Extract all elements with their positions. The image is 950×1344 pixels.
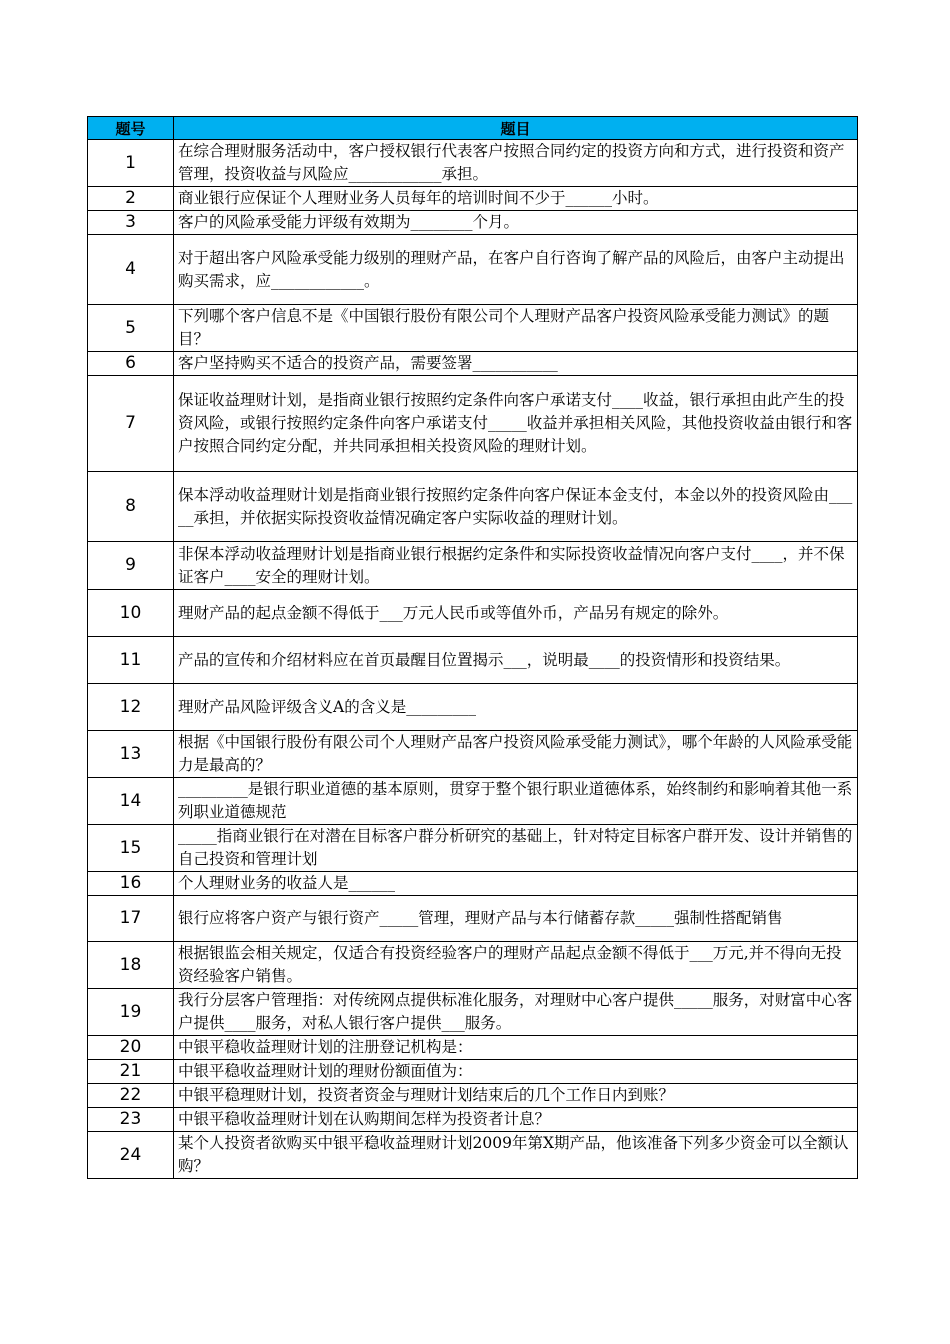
question-text: 保本浮动收益理财计划是指商业银行按照约定条件向客户保证本金支付，本金以外的投资风险由_____承担，并依据实际投资收益情况确定客户实际收益的理财计划。 <box>174 472 858 542</box>
question-text: 在综合理财服务活动中，客户授权银行代表客户按照合同约定的投资方向和方式，进行投资和资产管理，投资收益与风险应____________承担。 <box>174 140 858 187</box>
question-number: 7 <box>88 376 174 472</box>
question-number: 8 <box>88 472 174 542</box>
question-text: 理财产品的起点金额不得低于___万元人民币或等值外币，产品另有规定的除外。 <box>174 590 858 637</box>
question-number: 1 <box>88 140 174 187</box>
question-text: 保证收益理财计划，是指商业银行按照约定条件向客户承诺支付____收益，银行承担由此产生的投资风险，或银行按照约定条件向客户承诺支付_____收益并承担相关风险，其他投资收益由银行和客户按照合同约定分配，并共同承担相关投资风险的理财计划。 <box>174 376 858 472</box>
question-text: 中银平稳收益理财计划的注册登记机构是： <box>174 1036 858 1060</box>
header-row <box>88 117 858 140</box>
question-number: 22 <box>88 1084 174 1108</box>
table-row <box>88 140 858 187</box>
question-text: 对于超出客户风险承受能力级别的理财产品，在客户自行咨询了解产品的风险后，由客户主动提出购买需求，应____________。 <box>174 235 858 305</box>
table-row <box>88 731 858 778</box>
table-row <box>88 1060 858 1084</box>
question-text: 个人理财业务的收益人是______ <box>174 872 858 896</box>
table-row <box>88 542 858 590</box>
question-text: 我行分层客户管理指：对传统网点提供标准化服务，对理财中心客户提供_____服务，对财富中心客户提供____服务，对私人银行客户提供___服务。 <box>174 989 858 1036</box>
question-number: 4 <box>88 235 174 305</box>
question-number: 23 <box>88 1108 174 1132</box>
question-number: 24 <box>88 1132 174 1179</box>
question-text: 客户坚持购买不适合的投资产品，需要签署___________ <box>174 352 858 376</box>
table-row <box>88 872 858 896</box>
question-text: 下列哪个客户信息不是《中国银行股份有限公司个人理财产品客户投资风险承受能力测试》的题目？ <box>174 305 858 352</box>
question-text: _____指商业银行在对潜在目标客户群分析研究的基础上，针对特定目标客户群开发、设计并销售的自己投资和管理计划 <box>174 825 858 872</box>
table-row <box>88 590 858 637</box>
table-row <box>88 235 858 305</box>
question-number: 11 <box>88 637 174 684</box>
question-text: _________是银行职业道德的基本原则，贯穿于整个银行职业道德体系，始终制约和影响着其他一系列职业道德规范 <box>174 778 858 825</box>
header-number: 题号 <box>88 117 174 140</box>
table-row <box>88 211 858 235</box>
question-number: 18 <box>88 942 174 989</box>
table-row <box>88 187 858 211</box>
question-text: 商业银行应保证个人理财业务人员每年的培训时间不少于______小时。 <box>174 187 858 211</box>
question-text: 银行应将客户资产与银行资产_____管理，理财产品与本行储蓄存款_____强制性搭配销售 <box>174 896 858 942</box>
table-row <box>88 825 858 872</box>
question-text: 中银平稳理财计划，投资者资金与理财计划结束后的几个工作日内到账？ <box>174 1084 858 1108</box>
question-number: 21 <box>88 1060 174 1084</box>
question-text: 某个人投资者欲购买中银平稳收益理财计划2009年第X期产品，他该准备下列多少资金可以全额认购？ <box>174 1132 858 1179</box>
table-row <box>88 472 858 542</box>
table-row <box>88 1084 858 1108</box>
question-text: 根据银监会相关规定，仅适合有投资经验客户的理财产品起点金额不得低于___万元,并不得向无投资经验客户销售。 <box>174 942 858 989</box>
question-number: 3 <box>88 211 174 235</box>
question-number: 9 <box>88 542 174 590</box>
question-number: 14 <box>88 778 174 825</box>
question-rows <box>88 140 858 1179</box>
header-question: 题目 <box>174 117 858 140</box>
table-row <box>88 352 858 376</box>
question-number: 19 <box>88 989 174 1036</box>
table-row <box>88 1036 858 1060</box>
question-number: 16 <box>88 872 174 896</box>
question-table <box>87 116 858 1179</box>
table-row <box>88 989 858 1036</box>
table-row <box>88 1132 858 1179</box>
question-number: 6 <box>88 352 174 376</box>
question-text: 非保本浮动收益理财计划是指商业银行根据约定条件和实际投资收益情况向客户支付____，并不保证客户____安全的理财计划。 <box>174 542 858 590</box>
question-sheet <box>87 116 857 1179</box>
question-number: 12 <box>88 684 174 731</box>
table-row <box>88 637 858 684</box>
question-text: 理财产品风险评级含义A的含义是_________ <box>174 684 858 731</box>
question-number: 10 <box>88 590 174 637</box>
question-number: 20 <box>88 1036 174 1060</box>
question-number: 17 <box>88 896 174 942</box>
question-number: 5 <box>88 305 174 352</box>
question-number: 13 <box>88 731 174 778</box>
table-row <box>88 942 858 989</box>
table-row <box>88 376 858 472</box>
question-text: 产品的宣传和介绍材料应在首页最醒目位置揭示___，说明最____的投资情形和投资结果。 <box>174 637 858 684</box>
question-number: 2 <box>88 187 174 211</box>
question-number: 15 <box>88 825 174 872</box>
question-text: 客户的风险承受能力评级有效期为________个月。 <box>174 211 858 235</box>
question-text: 根据《中国银行股份有限公司个人理财产品客户投资风险承受能力测试》，哪个年龄的人风险承受能力是最高的？ <box>174 731 858 778</box>
table-row <box>88 778 858 825</box>
table-row <box>88 684 858 731</box>
question-text: 中银平稳收益理财计划在认购期间怎样为投资者计息？ <box>174 1108 858 1132</box>
question-text: 中银平稳收益理财计划的理财份额面值为： <box>174 1060 858 1084</box>
table-row <box>88 1108 858 1132</box>
table-row <box>88 305 858 352</box>
table-row <box>88 896 858 942</box>
